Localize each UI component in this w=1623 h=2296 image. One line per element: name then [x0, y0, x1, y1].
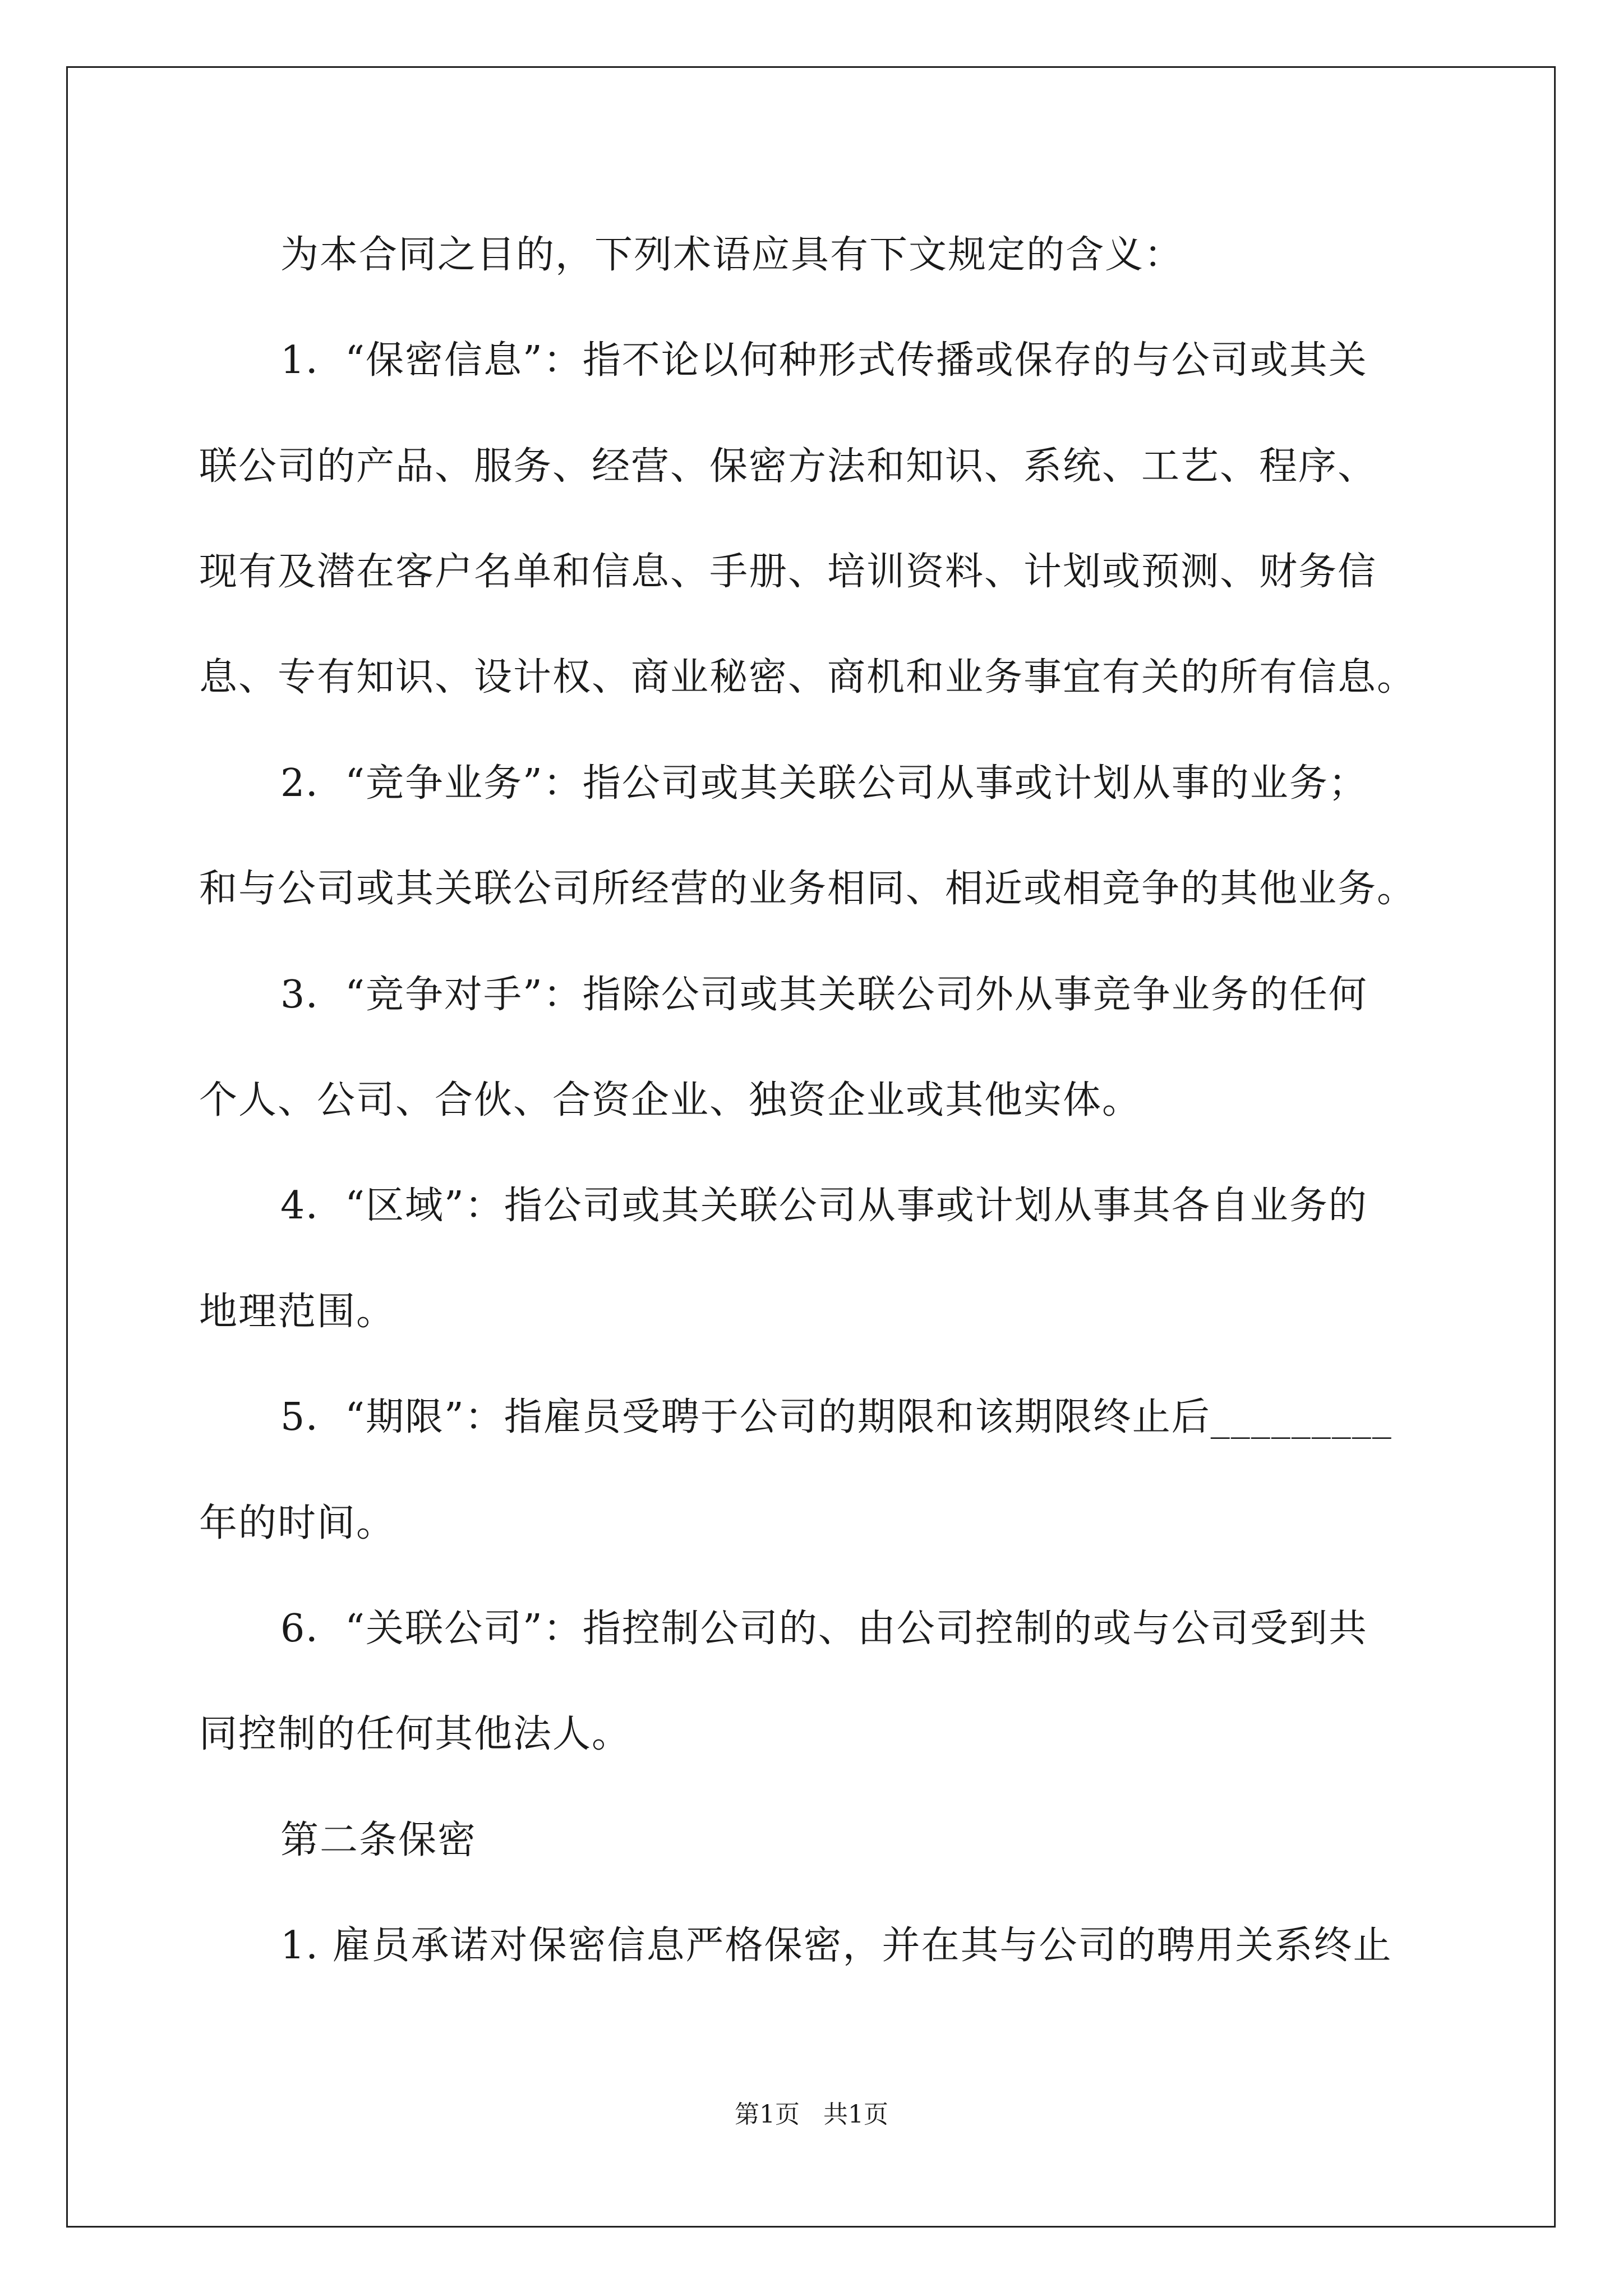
definition-1-line-3: 现有及潜在客户名单和信息、手册、培训资料、计划或预测、财务信 — [199, 550, 1377, 594]
definition-3-line-2: 个人、公司、合伙、合资企业、独资企业或其他实体。 — [199, 1078, 1142, 1122]
confidentiality-clause-1-line-1: 1. 雇员承诺对保密信息严格保密，并在其与公司的聘用关系终止 — [280, 1924, 1393, 1968]
definition-4-line-2: 地理范围。 — [199, 1290, 396, 1334]
page-number-current: 第1页 — [735, 2100, 800, 2129]
section-heading-confidentiality: 第二条保密 — [280, 1818, 477, 1862]
definition-6-line-2: 同控制的任何其他法人。 — [199, 1712, 631, 1756]
definition-2-line-1: 2．“竞争业务”：指公司或其关联公司从事或计划从事的业务； — [280, 761, 1368, 806]
definition-1-line-4: 息、专有知识、设计权、商业秘密、商机和业务事宜有关的所有信息。 — [199, 655, 1417, 700]
definition-6-line-1: 6．“关联公司”：指控制公司的、由公司控制的或与公司受到共 — [280, 1607, 1368, 1651]
paragraph-intro: 为本合同之目的，下列术语应具有下文规定的含义： — [280, 233, 1184, 277]
definition-1-line-2: 联公司的产品、服务、经营、保密方法和知识、系统、工艺、程序、 — [199, 444, 1377, 489]
definition-5-line-2: 年的时间。 — [199, 1501, 396, 1545]
definition-2-line-2: 和与公司或其关联公司所经营的业务相同、相近或相竞争的其他业务。 — [199, 867, 1417, 911]
definition-3-line-1: 3．“竞争对手”：指除公司或其关联公司外从事竞争业务的任何 — [280, 973, 1368, 1017]
page-number-total: 共1页 — [823, 2100, 888, 2129]
definition-5-line-1: 5．“期限”：指雇员受聘于公司的期限和该期限终止后_________ — [280, 1395, 1393, 1439]
definition-4-line-1: 4．“区域”：指公司或其关联公司从事或计划从事其各自业务的 — [280, 1184, 1368, 1228]
definition-1-line-1: 1．“保密信息”：指不论以何种形式传播或保存的与公司或其关 — [280, 338, 1368, 383]
page-footer — [0, 2098, 1623, 2132]
page-border — [66, 66, 1556, 2228]
